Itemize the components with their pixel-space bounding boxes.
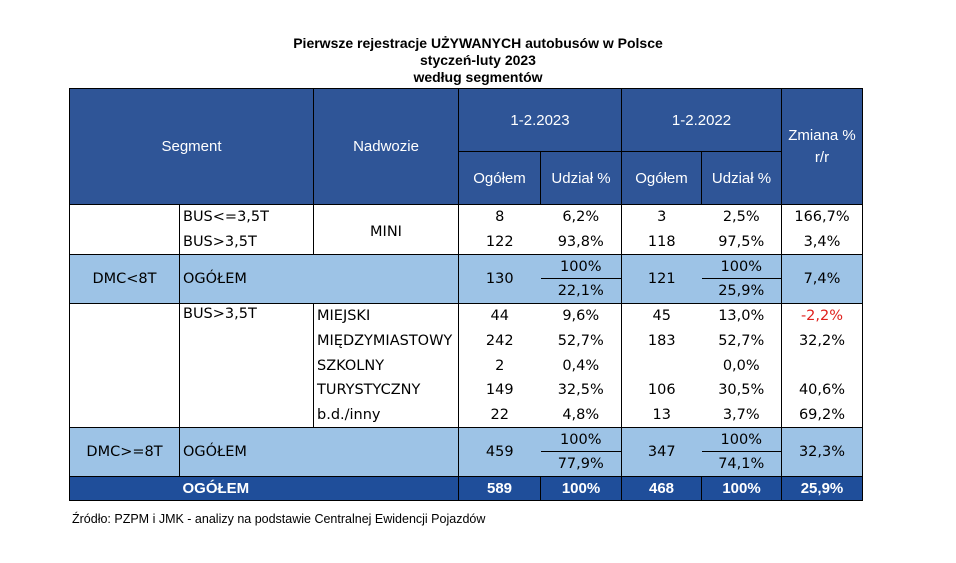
ogolem-2022: 106 xyxy=(622,378,702,403)
udzial-2022-total: 100% xyxy=(702,255,782,279)
ogolem-2023: 242 xyxy=(459,329,541,354)
ogolem-2022: 3 xyxy=(622,205,702,230)
table-row xyxy=(70,304,863,329)
ogolem-2023: 22 xyxy=(459,403,541,428)
segment-cell-empty xyxy=(70,205,180,255)
total-ogolem-2022: 468 xyxy=(622,477,702,501)
change-value: 32,3% xyxy=(782,428,863,477)
ogolem-2022: 13 xyxy=(622,403,702,428)
header-change: Zmiana % r/r xyxy=(782,89,863,205)
ogolem-2022: 347 xyxy=(622,428,702,477)
ogolem-2023: 459 xyxy=(459,428,541,477)
udzial-2022: 97,5% xyxy=(702,230,782,255)
ogolem-2022 xyxy=(622,354,702,378)
udzial-2022: 13,0% xyxy=(718,308,765,325)
subtotal-label: OGÓŁEM xyxy=(180,255,459,304)
change-value: 7,4% xyxy=(782,255,863,304)
table-row-total xyxy=(70,477,863,501)
ogolem-2022: 121 xyxy=(622,255,702,304)
ogolem-2023: 8 xyxy=(459,205,541,230)
ogolem-2023: 149 xyxy=(459,378,541,403)
ogolem-2023: 130 xyxy=(459,255,541,304)
table-row xyxy=(70,428,863,452)
change-value: 3,4% xyxy=(782,230,863,255)
header-period-2023: 1-2.2023 xyxy=(459,89,622,152)
header-ogolem-2022: Ogółem xyxy=(622,152,702,205)
ogolem-2023: 44 xyxy=(459,304,541,329)
udzial-2023-total: 100% xyxy=(541,255,622,279)
change-value: 166,7% xyxy=(782,205,863,230)
change-value: -2,2% xyxy=(782,304,863,329)
header-segment: Segment xyxy=(70,89,314,205)
udzial-2023: 6,2% xyxy=(562,209,600,226)
header-period-2022: 1-2.2022 xyxy=(622,89,782,152)
ogolem-2023: 2 xyxy=(459,354,541,378)
total-udzial-2023: 100% xyxy=(541,477,622,501)
header-nadwozie: Nadwozie xyxy=(314,89,459,205)
ogolem-2022: 183 xyxy=(622,329,702,354)
total-empty xyxy=(70,477,180,501)
segment-cell-empty xyxy=(70,304,180,428)
nadwozie: SZKOLNY xyxy=(314,354,459,378)
udzial-2022-share: 74,1% xyxy=(702,452,782,477)
registrations-table xyxy=(69,88,863,501)
ogolem-2022: 118 xyxy=(622,230,702,255)
nadwozie: TURYSTYCZNY xyxy=(314,378,459,403)
header-ogolem-2023: Ogółem xyxy=(459,152,541,205)
total-label: OGÓŁEM xyxy=(180,477,459,501)
udzial-2023: 32,5% xyxy=(557,382,604,398)
table-title-line2: styczeń-luty 2023 xyxy=(420,52,536,68)
ogolem-2023: 122 xyxy=(459,230,541,255)
header-udzial-2023: Udział % xyxy=(541,152,622,205)
source-note: Źródło: PZPM i JMK - analizy na podstawie Centralnej Ewidencji Pojazdów xyxy=(72,512,486,526)
udzial-2022: 0,0% xyxy=(722,357,760,374)
udzial-2023: 9,6% xyxy=(562,308,600,325)
table-row xyxy=(70,230,863,255)
table-row xyxy=(70,205,863,230)
total-udzial-2022: 100% xyxy=(702,477,782,501)
sub-segment: BUS>3,5T xyxy=(180,230,314,255)
table-title-line1: Pierwsze rejestracje UŻYWANYCH autobusów w Polsce xyxy=(293,35,663,51)
udzial-2022-share: 25,9% xyxy=(702,279,782,304)
udzial-2023: 4,8% xyxy=(541,403,622,428)
udzial-2023-total: 100% xyxy=(541,428,622,452)
udzial-2022: 2,5% xyxy=(722,209,760,226)
header-udzial-2022: Udział % xyxy=(702,152,782,205)
nadwozie: MIEJSKI xyxy=(314,304,459,329)
total-change: 25,9% xyxy=(782,477,863,501)
udzial-2022-total: 100% xyxy=(702,428,782,452)
subtotal-label: OGÓŁEM xyxy=(180,428,459,477)
total-ogolem-2023: 589 xyxy=(459,477,541,501)
udzial-2022: 52,7% xyxy=(718,333,765,349)
udzial-2023-share: 22,1% xyxy=(541,279,622,304)
change-value: 32,2% xyxy=(782,329,863,354)
table-title-line3: według segmentów xyxy=(413,69,543,85)
sub-segment: BUS<=3,5T xyxy=(180,205,314,230)
change-value xyxy=(782,354,863,378)
udzial-2023: 52,7% xyxy=(557,333,604,349)
segment-dmc-lt8: DMC<8T xyxy=(70,255,180,304)
nadwozie-mini: MINI xyxy=(314,205,459,255)
nadwozie: MIĘDZYMIASTOWY xyxy=(314,329,459,354)
udzial-2023: 0,4% xyxy=(562,357,600,374)
udzial-2023: 93,8% xyxy=(541,230,622,255)
table-row xyxy=(70,255,863,279)
nadwozie: b.d./inny xyxy=(314,403,459,428)
change-value: 40,6% xyxy=(782,378,863,403)
change-value: 69,2% xyxy=(782,403,863,428)
udzial-2022: 3,7% xyxy=(702,403,782,428)
udzial-2022: 30,5% xyxy=(718,382,765,398)
sub-segment: BUS>3,5T xyxy=(180,304,314,428)
ogolem-2022: 45 xyxy=(622,304,702,329)
udzial-2023-share: 77,9% xyxy=(541,452,622,477)
segment-dmc-ge8: DMC>=8T xyxy=(70,428,180,477)
